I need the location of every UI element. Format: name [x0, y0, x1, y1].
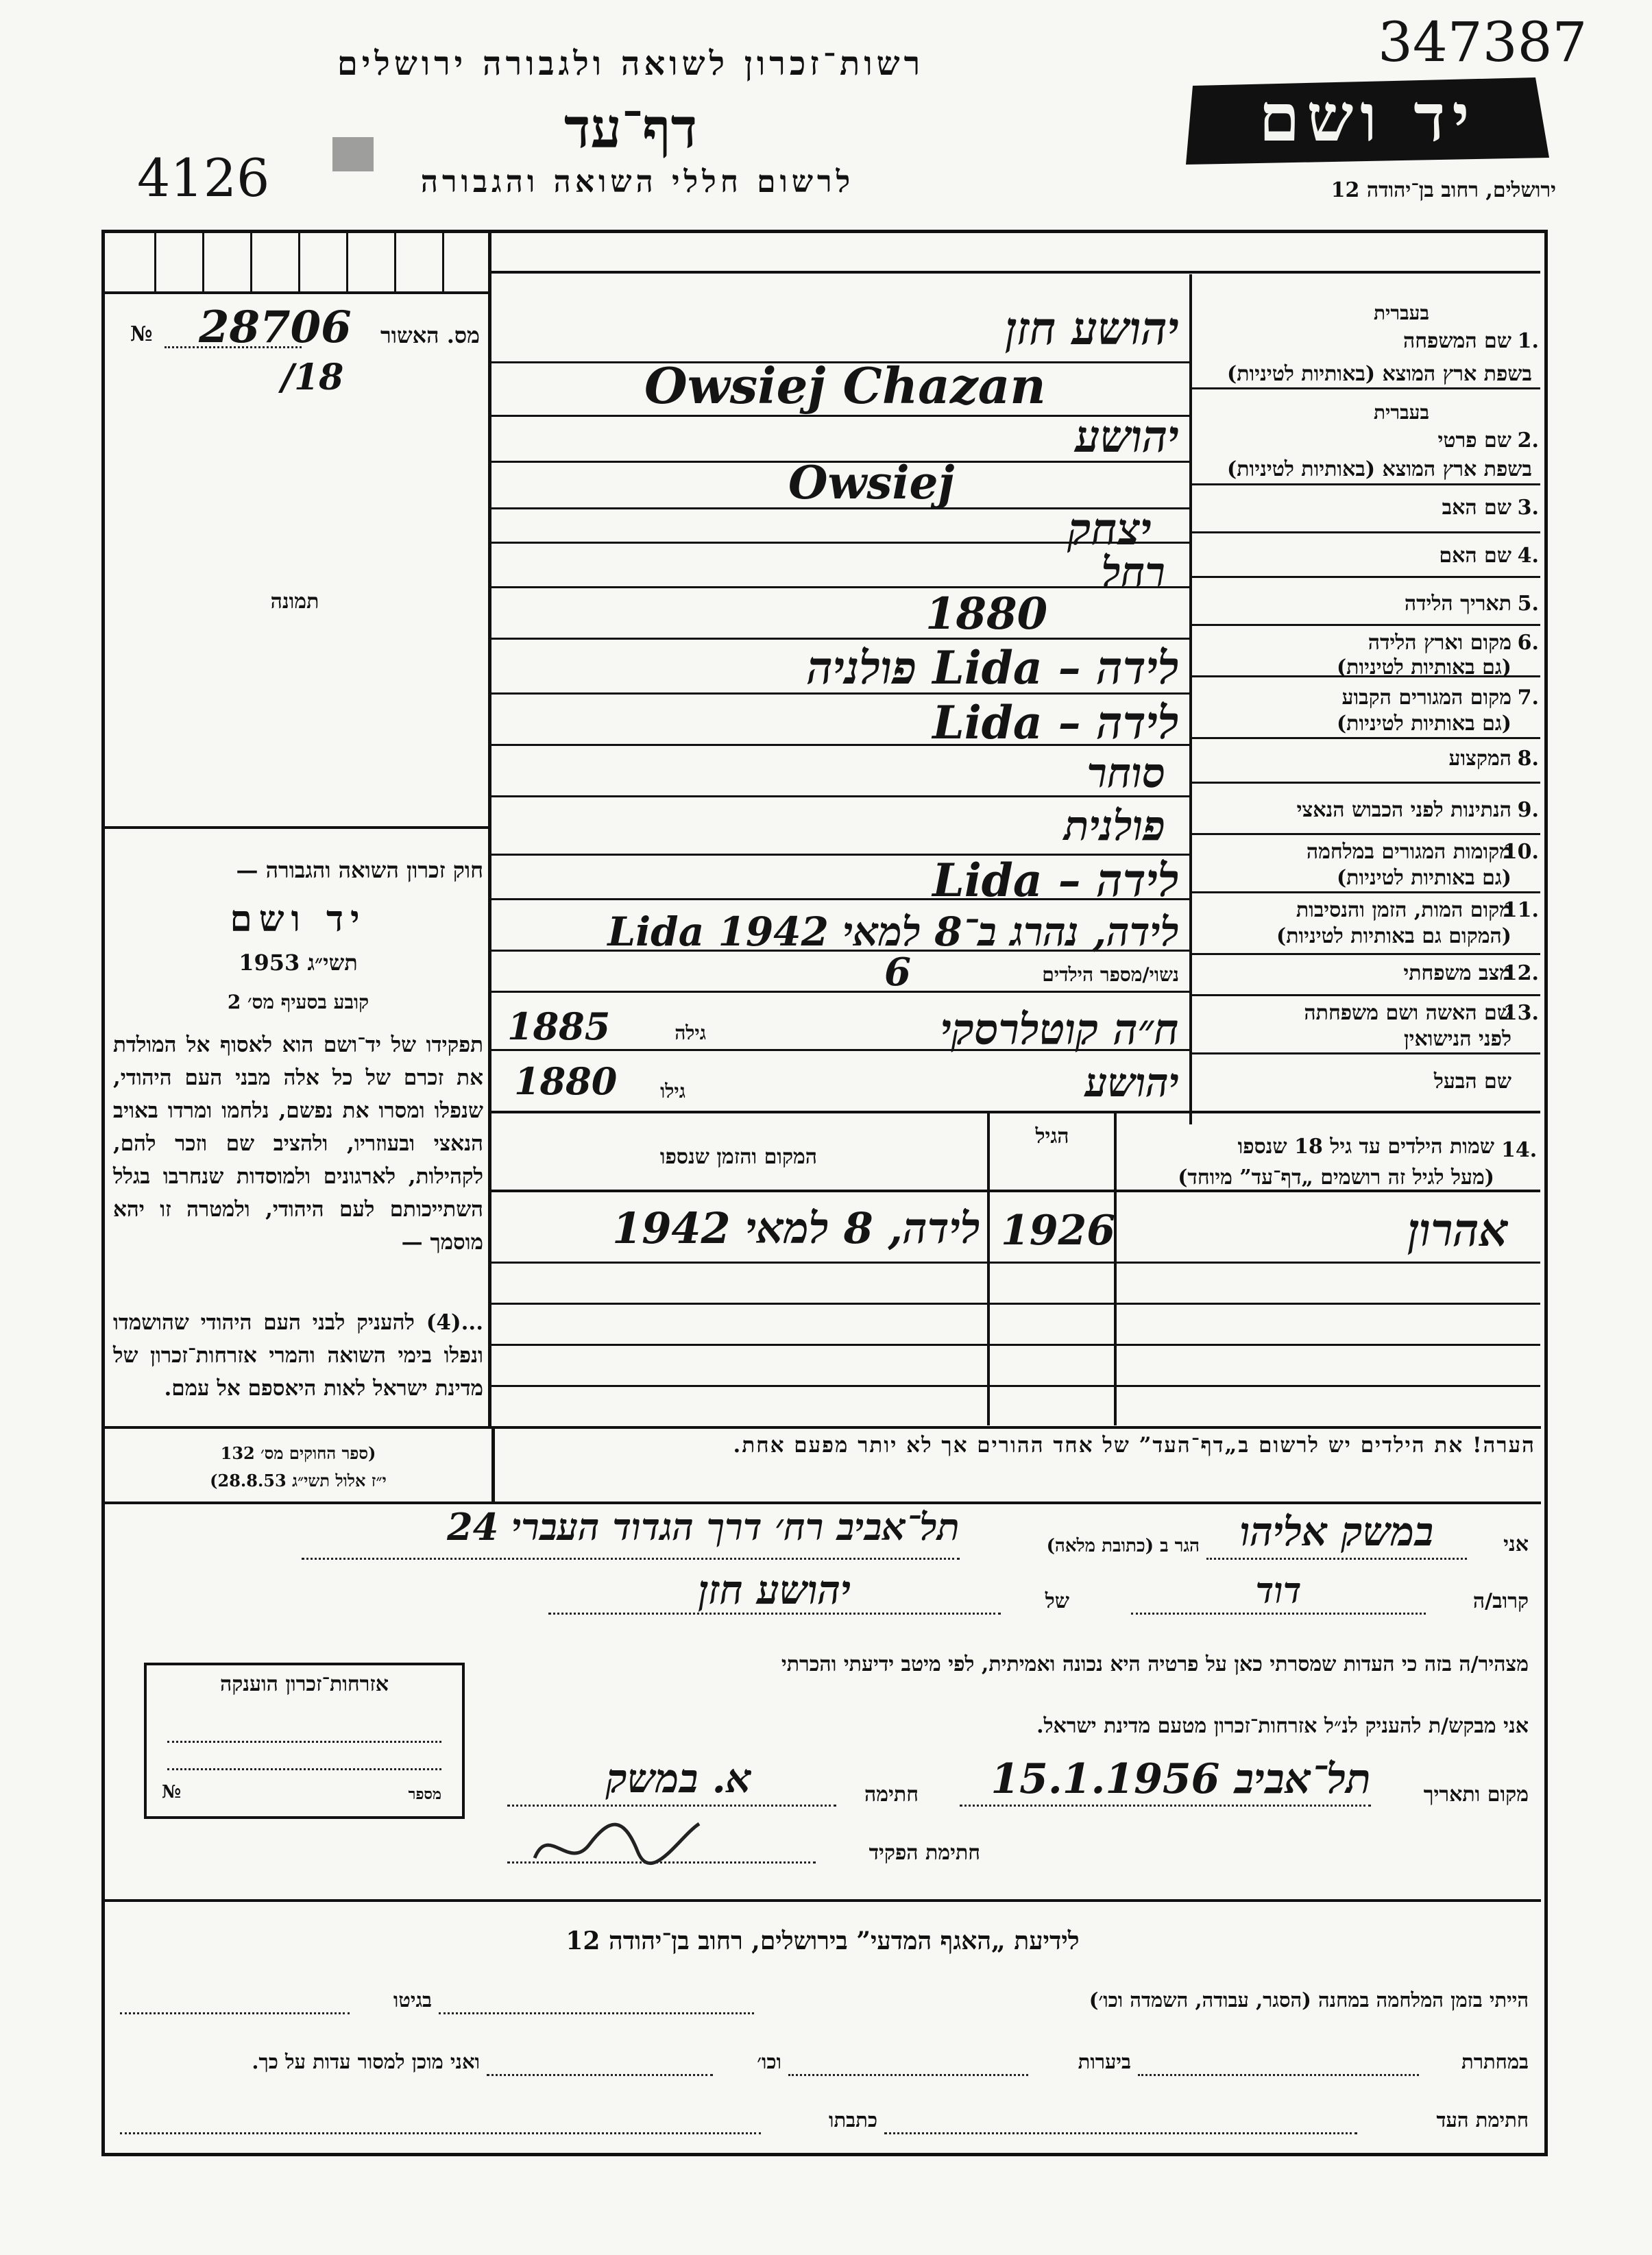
decl-relative-label: קרוב/ה [1472, 1589, 1529, 1613]
child-name: אהרון [1407, 1203, 1508, 1257]
footer-camp: הייתי בזמן המלחמה במחנה (הסגר, עבודה, השמדה וכו׳) [1089, 1988, 1529, 2012]
footer-address: כתבתו [829, 2108, 877, 2132]
field-1: בעברית 1. שם המשפחה בשפת ארץ המוצא (באותיות לטיניות) [1227, 302, 1539, 386]
field-6: 6. מקום וארץ הלידה (גם באותיות לטיניות) [1336, 631, 1539, 679]
decl-of-label: של [1045, 1589, 1069, 1613]
footer-title: לידיעת „האגף המדעי” בירושלים, רחוב בן־יהודה 12 [566, 1927, 1080, 1955]
value-surname-latin: Owsiej Chazan [644, 357, 1046, 415]
children-subtitle: (מעל לגיל זה רושמים „דף־עד” מיוחד) [1178, 1166, 1494, 1190]
field-2: בעברית 2. שם פרטי בשפת ארץ המוצא (באותיות לטיניות) [1227, 401, 1539, 481]
signature-label: חתימה [864, 1783, 919, 1807]
decl-name: במשק אליהו [1239, 1508, 1434, 1555]
form-subtitle: לרשום חללי השואה והגבורה [420, 165, 855, 200]
citizenship-box [144, 1663, 465, 1819]
value-mother: רחל [1101, 548, 1165, 596]
children-age-header: הגיל [1035, 1124, 1069, 1148]
field-4: 4. שם האם [1439, 544, 1539, 568]
law-clause: קובע בסעיף מס׳ 2 [227, 991, 369, 1013]
children-title: שמות הילדים עד גיל 18 שנספו [1237, 1135, 1494, 1159]
place-date-value: תל־אביב 15.1.1956 [991, 1755, 1371, 1803]
value-wife: ח״ה קוטלרסקי [940, 1004, 1179, 1054]
wife-age-label: גילה [675, 1022, 706, 1044]
law-text-1: תפקידו של יד־ושם הוא לאסוף אל המולדת את זכרם של כל אלה מבני העם היהודי, שנפלו ומסרו את נפשם, נלחמו ומרדו באויב הנאצי ובעוזריו, ולהציב שם וזכר להם, לקהילות, לארגונים ולמוסדות שנחרבו בגלל השתייכותם לעם היהודי, ולמטרה זו יהא מוסמך — [113, 1033, 483, 1255]
punch-mark [332, 137, 374, 171]
photo-label: תמונה [270, 590, 319, 614]
clerk-signature-label: חתימת הפקיד [868, 1841, 980, 1865]
value-birthdate: 1880 [925, 588, 1048, 640]
value-husband-age: 1880 [514, 1059, 618, 1103]
husband-age-label: גילו [660, 1080, 685, 1102]
law-title: חוק זכרון השואה והגבורה — [236, 857, 483, 883]
footer-underground: במחתרת [1461, 2050, 1529, 2073]
registration-number: 28706 [199, 302, 352, 353]
left-column-divider [488, 233, 491, 1426]
field-9: 9. הנתינות לפני הכבוש הנאצי [1296, 798, 1539, 822]
marital-inline-label: נשוי/מספר הילדים [1042, 963, 1179, 986]
decl-relation: דוד [1255, 1570, 1302, 1612]
footer-ready: ואני מוכן למסור עדות על כך. [252, 2050, 480, 2073]
field-8: 8. המקצוע [1448, 747, 1539, 771]
child-place: לידה, 8 למאי 1942 [612, 1203, 980, 1253]
label-column-divider [1189, 274, 1192, 1124]
value-children-count: 6 [884, 950, 911, 995]
value-surname-he: יהושע חזן [1005, 302, 1179, 355]
address-line: ירושלים, רחוב בן־יהודה 12 [1331, 178, 1556, 202]
footer-etc: וכו׳ [757, 2050, 781, 2073]
value-death: לידה, נהרג ב־8 למאי 1942 Lida [607, 908, 1179, 955]
law-text-2: ...(4) להעניק לבני העם היהודי שהושמדו ונפלו בימי השואה והמרי אזרחות־זכרון של מדינת ישראל לאות היאספם אל עמם. [113, 1310, 483, 1401]
logo-box [1179, 72, 1549, 168]
field-husband: שם הבעל [1433, 1070, 1511, 1094]
value-nationality: פולנית [1064, 802, 1165, 850]
value-husband: יהושע [1084, 1059, 1179, 1106]
authority-title: רשות־זכרון לשואה ולגבורה ירושלים [337, 45, 925, 83]
law-logo: יד ושם [230, 898, 367, 940]
decl-ani: אני [1503, 1532, 1529, 1556]
registration-suffix: /18 [281, 357, 344, 398]
decl-line-1: מצהיר/ה בזה כי העדות שמסרתי כאן על פרטיה היא נכונה ואמיתית, לפי מיטב ידיעתי והכרתי [781, 1652, 1529, 1676]
note-text: הערה! את הילדים יש לרשום ב„דף־העד” של אחד ההורים אך לא יותר מפעם אחת. [733, 1433, 1535, 1458]
law-year: תשי״ג 1953 [239, 950, 358, 976]
field-5: 5. תאריך הלידה [1404, 592, 1539, 616]
law-date: י״ז אלול תשי״ג 28.8.53) [210, 1471, 387, 1491]
field-7: 7. מקום המגורים הקבוע (גם באותיות לטיניות) [1336, 686, 1539, 736]
stamp-number: 347387 [1378, 10, 1588, 74]
logo-text: יד ושם [1259, 79, 1477, 156]
children-num: 14. [1501, 1138, 1538, 1162]
form-title: דף־עד [563, 96, 698, 160]
value-profession: סוחר [1086, 749, 1165, 797]
value-wife-age: 1885 [507, 1004, 611, 1048]
decl-of-name: יהושע חזן [698, 1567, 851, 1613]
footer-witness-signature: חתימת העד [1436, 2108, 1529, 2132]
signature-value: א. במשק [605, 1755, 752, 1802]
citizenship-no-symbol: № [162, 1782, 182, 1802]
citizenship-number-label: מספר [408, 1785, 441, 1803]
citizenship-title: אזרחות־זכרון הוענקה [219, 1672, 389, 1696]
no-symbol: № [130, 322, 153, 346]
value-father: יצחק [1067, 504, 1152, 555]
law-source: (ספר החוקים מס׳ 132 [220, 1443, 376, 1463]
value-given-latin: Owsiej [788, 456, 955, 509]
footer-forests: ביערות [1078, 2050, 1131, 2073]
value-residence: לידה – Lida [932, 696, 1179, 749]
footer-ghetto: בגיטו [393, 1988, 432, 2012]
value-birthplace: לידה – Lida פולניה [806, 641, 1179, 695]
registration-label: מס. האשור [380, 322, 480, 348]
corner-number: 4126 [137, 147, 270, 208]
children-place-header: המקום והזמן שנספו [659, 1145, 818, 1169]
field-11: 11. מקום המות, הזמן והנסיבות (המקום גם באותיות לטיניות) [1276, 898, 1539, 948]
value-wartime-residence: לידה – Lida [932, 854, 1179, 907]
clerk-signature-scrawl [521, 1796, 727, 1879]
field-10: 10. מקומות המגורים במלחמה (גם באותיות לטיניות) [1306, 840, 1539, 890]
child-age: 1926 [1001, 1207, 1115, 1255]
place-date-label: מקום ותאריך [1423, 1783, 1529, 1807]
decl-residing-label: הגר ב (כתובת מלאה) [1046, 1536, 1200, 1556]
field-3: 3. שם האב [1442, 496, 1539, 520]
field-13: 13. שם האשה ושם משפחתה לפני הנישואין [1304, 1001, 1539, 1051]
value-given-he: יהושע [1075, 411, 1179, 463]
field-12: 12. מצב משפחתי [1403, 961, 1539, 985]
decl-line-2: אני מבקש/ת להעניק לנ״ל אזרחות־זכרון מטעם מדינת ישראל. [1036, 1714, 1529, 1738]
decl-address: תל־אביב רח׳ דרך הגדוד העברי 24 [447, 1505, 960, 1549]
